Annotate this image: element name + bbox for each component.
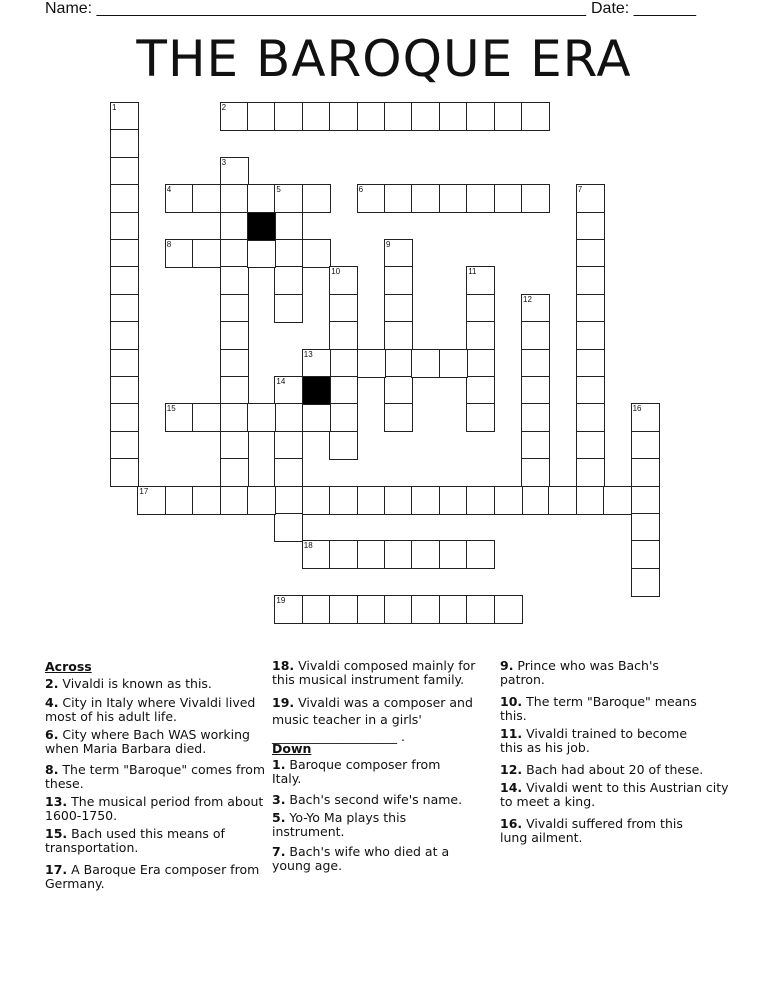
cell-number: 6: [358, 185, 364, 195]
grid-cell[interactable]: [247, 102, 276, 131]
grid-cell[interactable]: [521, 321, 550, 350]
grid-cell[interactable]: [384, 349, 413, 378]
cell-number: 13: [303, 349, 313, 359]
grid-cell[interactable]: [576, 184, 605, 213]
grid-cell[interactable]: [357, 486, 386, 515]
grid-cell[interactable]: [329, 376, 358, 405]
clue-across-2: 2. Vivaldi is known as this.: [45, 676, 212, 691]
grid-cell[interactable]: [110, 129, 139, 158]
grid-cell[interactable]: [576, 212, 605, 241]
cell-number: 17: [139, 486, 149, 496]
grid-cell[interactable]: [329, 403, 358, 432]
clue-across-19: 19. Vivaldi was a composer and music teacher in a girls' ____________________ .: [272, 695, 473, 744]
grid-cell[interactable]: [411, 595, 440, 624]
grid-cell[interactable]: [302, 102, 331, 131]
grid-cell[interactable]: [274, 184, 303, 213]
grid-cell[interactable]: [192, 239, 221, 268]
clue-across-13: 13. The musical period from about 1600-1750.: [45, 794, 264, 823]
grid-cell[interactable]: [274, 431, 303, 460]
grid-cell[interactable]: [521, 431, 550, 460]
grid-cell[interactable]: [466, 102, 495, 131]
grid-cell[interactable]: [220, 184, 249, 213]
grid-cell[interactable]: [411, 102, 440, 131]
grid-cell[interactable]: [466, 184, 495, 213]
grid-cell[interactable]: [274, 294, 303, 323]
down-heading: Down: [272, 741, 312, 756]
grid-cell[interactable]: [494, 595, 523, 624]
clue-down-11: 11. Vivaldi trained to become this as his job.: [500, 726, 688, 755]
grid-cell[interactable]: [357, 595, 386, 624]
cell-number: 7: [577, 185, 583, 195]
grid-cell[interactable]: [329, 595, 358, 624]
grid-cell[interactable]: [220, 486, 249, 515]
grid-cell[interactable]: [110, 376, 139, 405]
cell-number: 18: [303, 541, 313, 551]
cell-number: 2: [221, 103, 227, 112]
grid-cell[interactable]: [576, 266, 605, 295]
cell-number: 15: [166, 404, 176, 414]
grid-cell[interactable]: [631, 540, 660, 569]
grid-cell[interactable]: [329, 321, 358, 350]
grid-cell[interactable]: [576, 431, 605, 460]
grid-cell[interactable]: [357, 102, 386, 131]
grid-cell[interactable]: [439, 102, 468, 131]
grid-cell[interactable]: [411, 184, 440, 213]
cell-number: 12: [523, 294, 532, 304]
grid-cell[interactable]: [521, 486, 550, 515]
grid-cell[interactable]: [411, 349, 440, 378]
grid-cell[interactable]: [576, 458, 605, 487]
grid-cell[interactable]: [576, 403, 605, 432]
grid-cell[interactable]: [110, 431, 139, 460]
grid-cell[interactable]: [384, 595, 413, 624]
grid-cell[interactable]: [521, 349, 550, 378]
grid-cell[interactable]: [384, 540, 413, 569]
grid-cell[interactable]: [384, 376, 413, 405]
grid-cell[interactable]: [137, 486, 166, 515]
grid-cell[interactable]: [576, 239, 605, 268]
grid-cell[interactable]: [631, 513, 660, 542]
grid-cell[interactable]: [110, 157, 139, 186]
grid-cell[interactable]: [576, 486, 605, 515]
clue-down-9: 9. Prince who was Bach's patron.: [500, 658, 659, 687]
grid-cell[interactable]: [466, 595, 495, 624]
grid-cell[interactable]: [165, 486, 194, 515]
grid-cell[interactable]: [110, 458, 139, 487]
grid-cell[interactable]: [548, 486, 577, 515]
grid-cell[interactable]: [165, 184, 194, 213]
grid-cell[interactable]: [274, 403, 303, 432]
cell-number: 5: [276, 185, 281, 195]
grid-cell[interactable]: [357, 184, 386, 213]
grid-cell[interactable]: [329, 266, 358, 295]
grid-cell[interactable]: [274, 212, 303, 241]
clue-down-1: 1. Baroque composer from Italy.: [272, 757, 441, 786]
grid-cell[interactable]: [192, 184, 221, 213]
cell-number: 16: [632, 404, 642, 414]
grid-cell[interactable]: [384, 239, 413, 268]
grid-cell[interactable]: [302, 184, 331, 213]
grid-cell[interactable]: [521, 294, 550, 323]
grid-cell[interactable]: [631, 568, 660, 597]
grid-cell[interactable]: [192, 486, 221, 515]
clue-across-4: 4. City in Italy where Vivaldi lived most of his adult life.: [45, 695, 256, 724]
grid-cell[interactable]: [494, 486, 523, 515]
clue-down-5: 5. Yo-Yo Ma plays this instrument.: [272, 810, 407, 839]
grid-cell[interactable]: [302, 349, 331, 378]
grid-cell[interactable]: [274, 458, 303, 487]
grid-cell[interactable]: [247, 486, 276, 515]
cell-number: 8: [166, 240, 172, 249]
grid-cell[interactable]: [110, 239, 139, 268]
grid-cell[interactable]: [466, 486, 495, 515]
grid-cell[interactable]: [384, 321, 413, 350]
grid-cell[interactable]: [247, 184, 276, 213]
clue-down-14: 14. Vivaldi went to this Austrian city to meet a king.: [500, 780, 729, 809]
grid-cell[interactable]: [220, 321, 249, 350]
grid-cell[interactable]: [110, 349, 139, 378]
grid-cell[interactable]: [466, 403, 495, 432]
grid-cell[interactable]: [274, 486, 303, 515]
grid-cell[interactable]: [192, 403, 221, 432]
grid-cell[interactable]: [220, 431, 249, 460]
clue-across-18: 18. Vivaldi composed mainly for this musical instrument family.: [272, 658, 476, 687]
grid-cell[interactable]: [603, 486, 632, 515]
grid-cell[interactable]: [165, 403, 194, 432]
grid-cell[interactable]: [274, 102, 303, 131]
black-cell: [302, 376, 331, 405]
grid-cell[interactable]: [466, 321, 495, 350]
grid-cell[interactable]: [329, 102, 358, 131]
grid-cell[interactable]: [220, 294, 249, 323]
grid-cell[interactable]: [329, 431, 358, 460]
cell-number: 19: [276, 596, 286, 606]
grid-cell[interactable]: [329, 294, 358, 323]
grid-cell[interactable]: [466, 376, 495, 405]
grid-cell[interactable]: [411, 540, 440, 569]
grid-cell[interactable]: [220, 403, 249, 432]
grid-cell[interactable]: [384, 266, 413, 295]
clue-down-16: 16. Vivaldi suffered from this lung ailment.: [500, 816, 683, 845]
grid-cell[interactable]: [165, 239, 194, 268]
grid-cell[interactable]: [302, 540, 331, 569]
across-heading: Across: [45, 659, 92, 674]
grid-cell[interactable]: [466, 349, 495, 378]
grid-cell[interactable]: [521, 102, 550, 131]
clue-across-17: 17. A Baroque Era composer from Germany.: [45, 862, 260, 891]
grid-cell[interactable]: [439, 349, 468, 378]
clue-down-3: 3. Bach's second wife's name.: [272, 792, 463, 807]
clue-across-6: 6. City where Bach WAS working when Maria Barbara died.: [45, 727, 250, 756]
grid-cell[interactable]: [220, 266, 249, 295]
grid-cell[interactable]: [247, 403, 276, 432]
grid-cell[interactable]: [110, 212, 139, 241]
grid-cell[interactable]: [110, 184, 139, 213]
grid-cell[interactable]: [357, 540, 386, 569]
grid-cell[interactable]: [274, 595, 303, 624]
grid-cell[interactable]: [274, 266, 303, 295]
grid-cell[interactable]: [384, 486, 413, 515]
cell-number: 3: [221, 157, 227, 167]
grid-cell[interactable]: [384, 294, 413, 323]
grid-cell[interactable]: [384, 102, 413, 131]
grid-cell[interactable]: [411, 486, 440, 515]
grid-cell[interactable]: [439, 595, 468, 624]
grid-cell[interactable]: [274, 239, 303, 268]
grid-cell[interactable]: [521, 184, 550, 213]
clue-down-12: 12. Bach had about 20 of these.: [500, 762, 704, 777]
cell-number: 10: [331, 267, 341, 277]
grid-cell[interactable]: [110, 102, 139, 131]
cell-number: 14: [276, 377, 286, 386]
cell-number: 1: [112, 103, 117, 112]
grid-cell[interactable]: [302, 239, 331, 268]
date-field: Date: _______: [591, 0, 696, 17]
grid-cell[interactable]: [466, 294, 495, 323]
grid-cell[interactable]: [220, 458, 249, 487]
grid-cell[interactable]: [274, 376, 303, 405]
grid-cell[interactable]: [521, 458, 550, 487]
grid-cell[interactable]: [384, 184, 413, 213]
grid-cell[interactable]: [220, 157, 249, 186]
grid-cell[interactable]: [329, 349, 358, 378]
clue-down-7: 7. Bach's wife who died at a young age.: [272, 844, 450, 873]
grid-cell[interactable]: [466, 266, 495, 295]
grid-cell[interactable]: [220, 376, 249, 405]
black-cell: [247, 212, 276, 241]
grid-cell[interactable]: [631, 486, 660, 515]
grid-cell[interactable]: [110, 321, 139, 350]
cell-number: 11: [468, 267, 477, 277]
grid-cell[interactable]: [576, 349, 605, 378]
grid-cell[interactable]: [576, 294, 605, 323]
grid-cell[interactable]: [384, 403, 413, 432]
cell-number: 4: [166, 185, 172, 195]
grid-cell[interactable]: [357, 349, 386, 378]
grid-cell[interactable]: [631, 431, 660, 460]
grid-cell[interactable]: [302, 403, 331, 432]
grid-cell[interactable]: [247, 239, 276, 268]
grid-cell[interactable]: [220, 102, 249, 131]
grid-cell[interactable]: [110, 266, 139, 295]
grid-cell[interactable]: [439, 540, 468, 569]
clue-across-8: 8. The term "Baroque" comes from these.: [45, 762, 266, 791]
grid-cell[interactable]: [220, 212, 249, 241]
grid-cell[interactable]: [110, 294, 139, 323]
grid-cell[interactable]: [521, 403, 550, 432]
grid-cell[interactable]: [576, 321, 605, 350]
grid-cell[interactable]: [220, 239, 249, 268]
name-field: Name: _______________________________________________________: [45, 0, 586, 17]
grid-cell[interactable]: [576, 376, 605, 405]
grid-cell[interactable]: [110, 403, 139, 432]
clue-down-10: 10. The term "Baroque" means this.: [500, 694, 697, 723]
clue-across-15: 15. Bach used this means of transportation.: [45, 826, 225, 855]
grid-cell[interactable]: [494, 102, 523, 131]
grid-cell[interactable]: [439, 184, 468, 213]
page-title: THE BAROQUE ERA: [136, 30, 632, 88]
grid-cell[interactable]: [329, 486, 358, 515]
grid-cell[interactable]: [631, 403, 660, 432]
grid-cell[interactable]: [466, 540, 495, 569]
grid-cell[interactable]: [521, 376, 550, 405]
grid-cell[interactable]: [439, 486, 468, 515]
grid-cell[interactable]: [494, 184, 523, 213]
grid-cell[interactable]: [329, 540, 358, 569]
cell-number: 9: [386, 240, 391, 249]
grid-cell[interactable]: [631, 458, 660, 487]
grid-cell[interactable]: [302, 486, 331, 515]
grid-cell[interactable]: [274, 513, 303, 542]
grid-cell[interactable]: [302, 595, 331, 624]
grid-cell[interactable]: [220, 349, 249, 378]
